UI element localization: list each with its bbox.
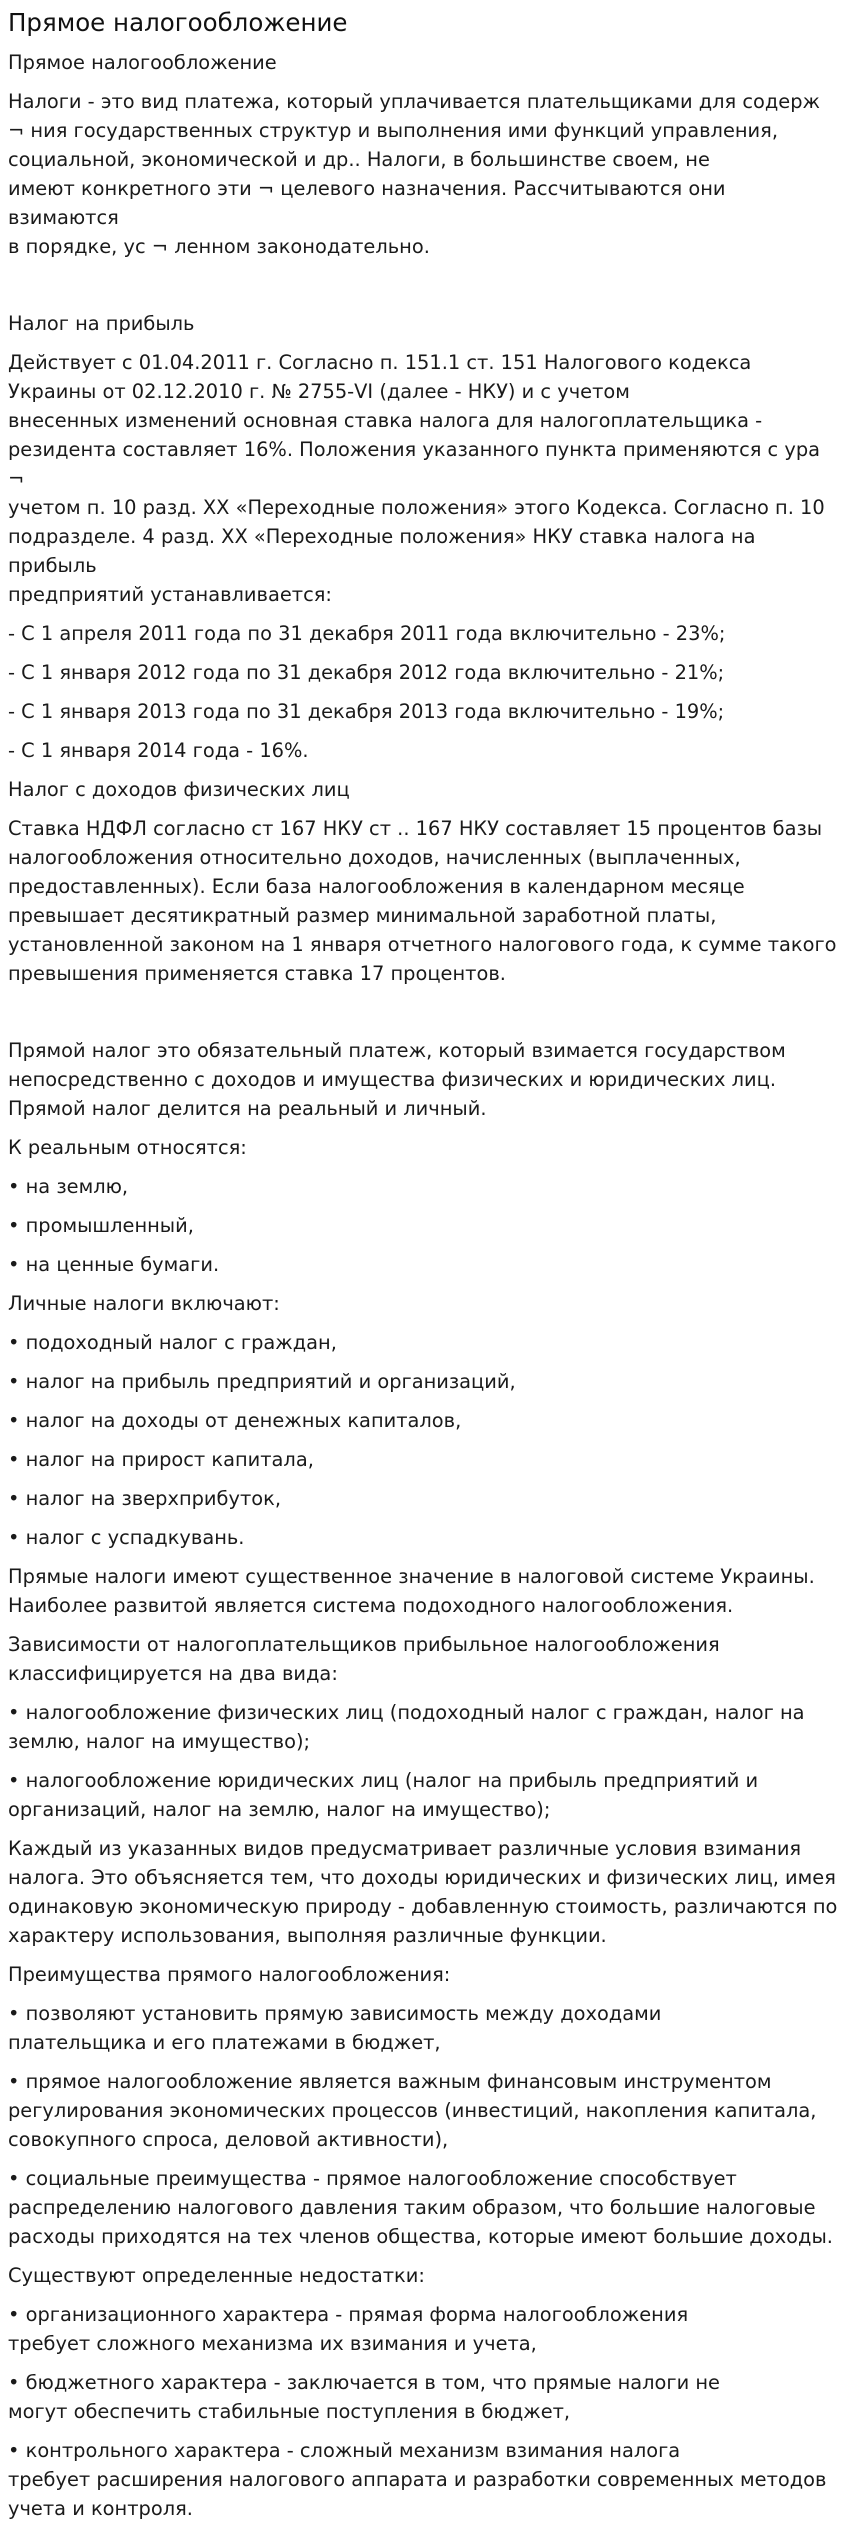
paragraph [8,2261,839,2290]
text-line: Существуют определенные недостатки: [8,2264,425,2287]
paragraph [8,736,839,765]
text-line: Украины от 02.12.2010 г. № 2755-VI (далее - НКУ) и с учетом [8,380,630,403]
text-line: предоставленных). Если база налогообложения в календарном месяце [8,875,745,898]
text-line: налогообложения относительно доходов, начисленных (выплаченных, [8,846,741,869]
text-line: Налоги - это вид платежа, который уплачивается плательщиками для содерж [8,90,821,113]
text-line: • на землю, [8,1175,129,1198]
paragraph [8,2067,839,2154]
text-line: Зависимости от налогоплательщиков прибыльное налогообложения [8,1633,720,1656]
text-line: - С 1 января 2013 года по 31 декабря 2013 года включительно - 19%; [8,700,725,723]
text-line: учетом п. 10 разд. XX «Переходные положения» этого Кодекса. Согласно п. 10 [8,496,825,519]
text-line: совокупного спроса, деловой активности), [8,2128,449,2151]
paragraph [8,1289,839,1318]
text-line: • налогообложение физических лиц (подоходный налог с граждан, налог на [8,1701,805,1724]
text-line: • подоходный налог с граждан, [8,1331,337,1354]
text-line: Налог с доходов физических лиц [8,778,350,801]
paragraph [8,814,839,988]
text-line: Каждый из указанных видов предусматривает различные условия взимания [8,1837,802,1860]
paragraph [8,1999,839,2057]
text-line: • бюджетного характера - заключается в том, что прямые налоги не [8,2371,720,2394]
paragraph [8,87,839,261]
text-line: Преимущества прямого налогообложения: [8,1963,451,1986]
text-line: одинаковую экономическую природу - добавленную стоимость, различаются по [8,1895,838,1918]
text-line: требует расширения налогового аппарата и разработки современных методов [8,2468,827,2491]
text-line: землю, налог на имущество); [8,1730,311,1753]
text-line: Прямой налог делится на реальный и личный. [8,1097,487,1120]
text-line: установленной законом на 1 января отчетного налогового года, к сумме такого [8,933,837,956]
paragraph [8,1484,839,1513]
text-line: Прямое налогообложение [8,51,277,74]
paragraph [8,1698,839,1756]
text-line: • социальные преимущества - прямое налогообложение способствует [8,2167,737,2190]
paragraph [8,1630,839,1688]
text-line: • прямое налогообложение является важным финансовым инструментом [8,2070,772,2093]
text-line: учета и контроля. [8,2497,193,2520]
paragraph [8,48,839,77]
text-line: требует сложного механизма их взимания и учета, [8,2332,537,2355]
text-line: Ставка НДФЛ согласно ст 167 НКУ ст .. 167 НКУ составляет 15 процентов базы [8,817,823,840]
text-line: Личные налоги включают: [8,1292,280,1315]
text-line: • налог на прибыль предприятий и организаций, [8,1370,516,1393]
text-line: Прямой налог это обязательный платеж, который взимается государством [8,1039,786,1062]
text-line: • налог на зверхприбуток, [8,1487,282,1510]
paragraph [8,1211,839,1240]
text-line: непосредственно с доходов и имущества физических и юридических лиц. [8,1068,777,1091]
paragraph [8,1367,839,1396]
text-line: • организационного характера - прямая форма налогообложения [8,2303,689,2326]
text-line: налога. Это объясняется тем, что доходы юридических и физических лиц, имея [8,1866,836,1889]
text-line: • на ценные бумаги. [8,1253,220,1276]
paragraph [8,2164,839,2251]
paragraph [8,1133,839,1162]
text-line: социальной, экономической и др.. Налоги, в большинстве своем, не [8,148,710,171]
text-line: К реальным относятся: [8,1136,247,1159]
paragraph [8,658,839,687]
paragraph [8,309,839,338]
paragraph [8,1445,839,1474]
text-line: в порядке, ус ¬ ленном законодательно. [8,235,430,258]
text-line: плательщика и его платежами в бюджет, [8,2031,441,2054]
text-line: имеют конкретного эти ¬ целевого назначения. Рассчитываются они взимаются [8,177,726,229]
paragraph [8,1036,839,1123]
text-line: - С 1 января 2012 года по 31 декабря 2012 года включительно - 21%; [8,661,725,684]
paragraph [8,2300,839,2358]
text-line: превышает десятикратный размер минимальной заработной платы, [8,904,717,927]
text-line: расходы приходятся на тех членов общества, которые имеют большие доходы. [8,2225,833,2248]
text-line: • налог на доходы от денежных капиталов, [8,1409,462,1432]
text-line: • налогообложение юридических лиц (налог на прибыль предприятий и [8,1769,759,1792]
text-line: организаций, налог на землю, налог на имущество); [8,1798,551,1821]
text-line: Наиболее развитой является система подоходного налогообложения. [8,1594,734,1617]
paragraph [8,697,839,726]
text-line: характеру использования, выполняя различные функции. [8,1924,607,1947]
text-line: - С 1 января 2014 года - 16%. [8,739,309,762]
paragraph [8,1562,839,1620]
paragraph [8,2368,839,2426]
page-title: Прямое налогообложение [8,8,348,37]
paragraph [8,2436,839,2523]
text-line: • позволяют установить прямую зависимость между доходами [8,2002,662,2025]
paragraph [8,1250,839,1279]
text-line: классифицируется на два вида: [8,1662,338,1685]
text-line: • контрольного характера - сложный механизм взимания налога [8,2439,681,2462]
paragraph [8,348,839,609]
paragraph [8,1406,839,1435]
text-line: регулирования экономических процессов (инвестиций, накопления капитала, [8,2099,817,2122]
paragraph [8,1172,839,1201]
text-line: превышения применяется ставка 17 процентов. [8,962,506,985]
text-line: внесенных изменений основная ставка налога для налогоплательщика - [8,409,763,432]
text-line: Действует с 01.04.2011 г. Согласно п. 151.1 ст. 151 Налогового кодекса [8,351,752,374]
text-line: могут обеспечить стабильные поступления в бюджет, [8,2400,571,2423]
paragraph [8,1960,839,1989]
text-line: • налог на прирост капитала, [8,1448,314,1471]
text-line: Налог на прибыль [8,312,195,335]
text-line: • налог с успадкувань. [8,1526,245,1549]
text-line: резидента составляет 16%. Положения указанного пункта применяются с ура ¬ [8,438,821,490]
text-line: • промышленный, [8,1214,194,1237]
text-line: - С 1 апреля 2011 года по 31 декабря 2011 года включительно - 23%; [8,622,726,645]
paragraph [8,1523,839,1552]
document-body [8,48,839,2523]
paragraph [8,1328,839,1357]
paragraph [8,619,839,648]
text-line: Прямые налоги имеют существенное значение в налоговой системе Украины. [8,1565,815,1588]
paragraph [8,775,839,804]
text-line: распределению налогового давления таким образом, что большие налоговые [8,2196,816,2219]
text-line: ¬ ния государственных структур и выполнения ими функций управления, [8,119,778,142]
paragraph [8,1766,839,1824]
text-line: предприятий устанавливается: [8,583,332,606]
text-line: подразделе. 4 разд. XX «Переходные положения» НКУ ставка налога на прибыль [8,525,756,577]
paragraph [8,1834,839,1950]
